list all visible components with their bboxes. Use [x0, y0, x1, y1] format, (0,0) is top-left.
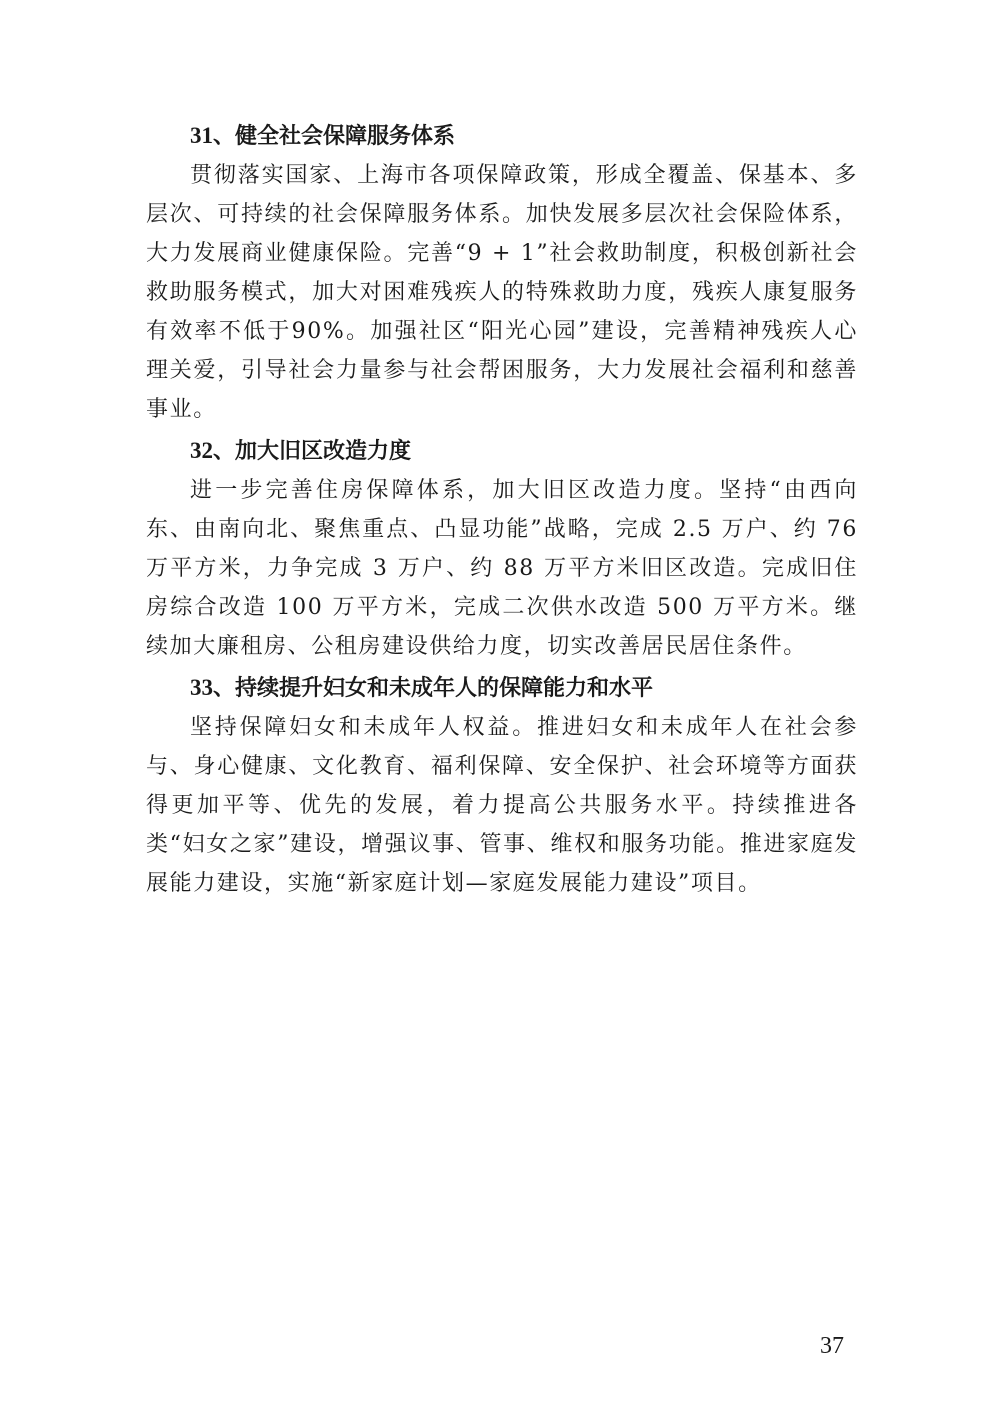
page-number: 37: [820, 1333, 844, 1359]
section-33: [146, 668, 858, 903]
section-body: 进一步完善住房保障体系，加大旧区改造力度。坚持“由西向东、由南向北、聚焦重点、凸显功能”战略，完成 2.5 万户、约 76 万平方米，力争完成 3 万户、约 88 万平方米旧区改造。完成旧住房综合改造 100 万平方米，完成二次供水改造 500 万平方米。继续加大廉租房、公租房建设供给力度，切实改善居民居住条件。: [146, 478, 858, 659]
section-31: [146, 116, 858, 429]
section-title: 、加大旧区改造力度: [213, 439, 412, 464]
section-heading: [146, 116, 858, 156]
section-heading: [146, 431, 858, 471]
section-number: 33: [190, 675, 213, 700]
section-number: 32: [190, 438, 213, 463]
section-heading: [146, 668, 858, 708]
section-body: 坚持保障妇女和未成年人权益。推进妇女和未成年人在社会参与、身心健康、文化教育、福利保障、安全保护、社会环境等方面获得更加平等、优先的发展，着力提高公共服务水平。持续推进各类“妇女之家”建设，增强议事、管事、维权和服务功能。推进家庭发展能力建设，实施“新家庭计划—家庭发展能力建设”项目。: [146, 715, 858, 896]
section-body: 贯彻落实国家、上海市各项保障政策，形成全覆盖、保基本、多层次、可持续的社会保障服务体系。加快发展多层次社会保险体系，大力发展商业健康保险。完善“9 + 1”社会救助制度，积极创新社会救助服务模式，加大对困难残疾人的特殊救助力度，残疾人康复服务有效率不低于90%。加强社区“阳光心园”建设，完善精神残疾人心理关爱，引导社会力量参与社会帮困服务，大力发展社会福利和慈善事业。: [146, 163, 858, 422]
section-number: 31: [190, 123, 213, 148]
section-title: 、健全社会保障服务体系: [213, 124, 456, 149]
page-content: [146, 116, 858, 903]
section-title: 、持续提升妇女和未成年人的保障能力和水平: [213, 676, 654, 701]
section-32: [146, 431, 858, 666]
